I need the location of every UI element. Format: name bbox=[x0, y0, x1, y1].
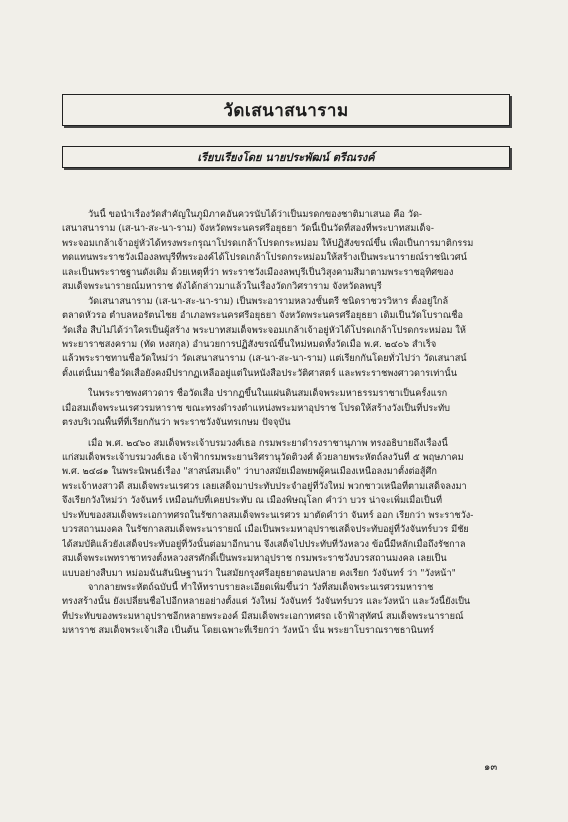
page-number: ๑๓ bbox=[484, 762, 498, 773]
text-line: แบบอย่างสืบมา หม่อมฉันสันนิษฐานว่า ในสมัยกรุงศรีอยุธยาตอนปลาย คงเรียก วังจันทร์ ว่า "วังหน้า" bbox=[62, 567, 456, 579]
text-line: ทรงสร้างนั้น ยังเปลี่ยนชื่อไปอีกหลายอย่างตั้งแต่ วังใหม่ วังจันทร์ วังจันทร์บวร และวังหน้า และวังนี้ยังเป็น bbox=[62, 596, 471, 608]
text-line: วัดเสนาสนาราม (เส-นา-สะ-นา-ราม) เป็นพระอารามหลวงชั้นตรี ชนิดราชวรวิหาร ตั้งอยู่ใกล้ bbox=[88, 295, 449, 307]
text-line: ตั้งแต่นั้นมาชื่อวัดเสื่อยังคงมีปรากฏเหลืออยู่แต่ในหนังสือประวัติศาสตร์ และพระราชพงศาวดารเท่านั้น bbox=[62, 367, 457, 379]
article-body bbox=[62, 208, 512, 639]
text-line: แก่สมเด็จพระเจ้าบรมวงศ์เธอ เจ้าฟ้ากรมพระยานริศรานุวัดติวงศ์ ด้วยลายพระหัตถ์ลงวันที่ ๕ พฤษภาคม bbox=[62, 452, 464, 463]
title-box bbox=[62, 94, 510, 126]
author-byline: เรียบเรียงโดย นายประพัฒน์ ตรีณรงค์ bbox=[197, 151, 375, 164]
text-line: แล้วพระราชทานชื่อวัดใหม่ว่า วัดเสนาสนาราม (เส-นา-สะ-นา-ราม) แต่เรียกกันโดยทั่วไปว่า วัดเสนาสน์ bbox=[62, 353, 467, 365]
text-line: วัดเสื่อ สืบไม่ได้ว่าใครเป็นผู้สร้าง พระบาทสมเด็จพระจอมเกล้าเจ้าอยู่หัวได้โปรดเกล้าโปรดกระหม่อม ให้ bbox=[62, 324, 466, 336]
text-line: ประทับของสมเด็จพระเอกาทศรถในรัชกาลสมเด็จพระนเรศวร มาตัดคำว่า จันทร์ ออก เรียกว่า พระราชวัง- bbox=[62, 509, 474, 521]
text-line: ได้สมบัติแล้วยังเสด็จประทับอยู่ที่วังนั้นต่อมาอีกนาน จึงเสด็จไปประทับที่วังหลวง ข้อนี้มีหลักเมื่อถึงรัชกาล bbox=[62, 538, 466, 550]
text-line: ตรงบริเวณพื้นที่ที่เรียกกันว่า พระราชวังจันทรเกษม ปัจจุบัน bbox=[62, 417, 291, 429]
text-line: วันนี้ ขอนำเรื่องวัดสำคัญในภูมิภาคอันควรนับได้ว่าเป็นมรดกของชาติมาเสนอ คือ วัด- bbox=[88, 209, 423, 220]
text-line: พระจอมเกล้าเจ้าอยู่หัวได้ทรงพระกรุณาโปรดเกล้าโปรดกระหม่อม ให้ปฏิสังขรณ์ขึ้น เพื่อเป็นการมาติกรรม bbox=[62, 237, 474, 249]
text-line: พระเจ้าหงสาวดี สมเด็จพระนเรศวร เลยเสด็จมาประทับประจำอยู่ที่วังใหม่ พวกชาวเหนือที่ตามเสด็จลงมา bbox=[62, 480, 467, 492]
text-line: เมื่อสมเด็จพระนเรศวรมหาราช ขณะทรงดำรงตำแหน่งพระมหาอุปราช โปรดให้สร้างวังเป็นที่ประทับ bbox=[62, 402, 450, 414]
text-line: และเป็นพระราชฐานดังเดิม ด้วยเหตุที่ว่า พระราชวังเมืองลพบุรีเป็นวิสุงคามสีมาตามพระราชอุทิศของ bbox=[62, 266, 454, 278]
text-line: เมื่อ พ.ศ. ๒๔๖๐ สมเด็จพระเจ้าบรมวงศ์เธอ กรมพระยาดำรงราชานุภาพ ทรงอธิบายถึงเรื่องนี้ bbox=[88, 437, 448, 449]
text-line: ทดแทนพระราชวังเมืองลพบุรีที่พระองค์ได้โปรดเกล้าโปรดกระหม่อมให้สร้างเป็นพระนารายณ์ราชนิเวศน์ bbox=[62, 252, 467, 264]
text-line: ที่ประทับของพระมหาอุปราชอีกหลายพระองค์ มีสมเด็จพระเอกาทศรถ เจ้าฟ้าสุทัศน์ สมเด็จพระนารายณ์ bbox=[62, 610, 464, 622]
text-line: เสนาสนาราม (เส-นา-สะ-นา-ราม) จังหวัดพระนครศรีอยุธยา วัดนี้เป็นวัดที่สองที่พระบาทสมเด็จ- bbox=[62, 223, 434, 235]
text-line: พระยาราชสงคราม (ทัด หงสกุล) อำนวยการปฏิสังขรณ์ขึ้นใหม่หมดทั้งวัดเมื่อ พ.ศ. ๒๔๐๖ สำเร็จ bbox=[62, 338, 437, 350]
text-line: สมเด็จพระนารายณ์มหาราช ดังได้กล่าวมาแล้วในเรื่องวัดกวิศราราม จังหวัดลพบุรี bbox=[62, 281, 382, 293]
text-line: สมเด็จพระเพทราชาทรงตั้งหลวงสรศักดิ์เป็นพระมหาอุปราช กรมพระราชวังบวรสถานมงคล เลยเป็น bbox=[62, 553, 447, 565]
text-line: จากลายพระหัตถ์ฉบับนี้ ทำให้ทราบรายละเอียดเพิ่มขึ้นว่า วังที่สมเด็จพระนเรศวรมหาราช bbox=[88, 581, 434, 593]
byline-box bbox=[62, 146, 510, 168]
text-line: จึงเรียกวังใหม่ว่า วังจันทร์ เหมือนกับที่เคยประทับ ณ เมืองพิษณุโลก คำว่า บวร น่าจะเพิ่มเมื่อเป็นที่ bbox=[62, 495, 443, 507]
text-line: มหาราช สมเด็จพระเจ้าเสือ เป็นต้น โดยเฉพาะที่เรียกว่า วังหน้า นั้น พระยาโบราณราชธานินทร์ bbox=[62, 625, 435, 637]
page-title: วัดเสนาสนาราม bbox=[223, 100, 349, 121]
text-line: ตลาดหัวรอ ตำบลหอรัตนไชย อำเภอพระนครศรีอยุธยา จังหวัดพระนครศรีอยุธยา เดิมเป็นวัดโบราณชื่อ bbox=[62, 310, 463, 322]
text-line: บวรสถานมงคล ในรัชกาลสมเด็จพระนารายณ์ เมื่อเป็นพระมหาอุปราชเสด็จประทับอยู่ที่วังจันทร์บวร มีชัย bbox=[62, 524, 469, 536]
text-line: พ.ศ. ๒๔๘๑ ในพระนิพนธ์เรื่อง "สาสน์สมเด็จ" ว่าบางสมัยเมื่อพยพผู้คนเมืองเหนือลงมาตั้งต่อสู้ศึก bbox=[62, 466, 437, 478]
text-line: ในพระราชพงศาวดาร ชื่อวัดเสื่อ ปรากฏขึ้นในแผ่นดินสมเด็จพระมหาธรรมราชาเป็นครั้งแรก bbox=[88, 388, 448, 400]
